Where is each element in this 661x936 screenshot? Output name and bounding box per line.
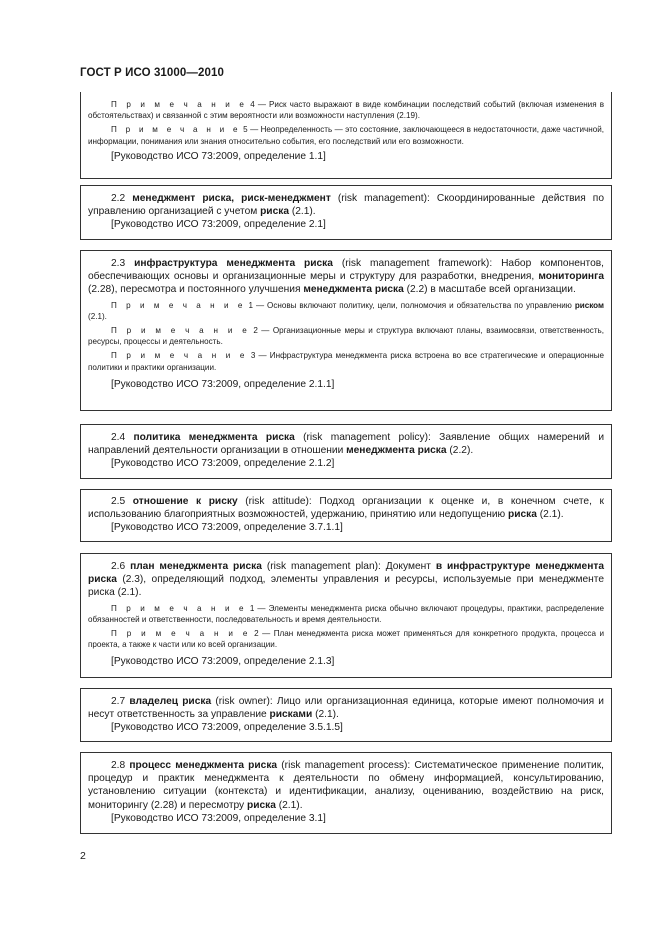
reference: [Руководство ИСО 73:2009, определение 1.1] <box>111 150 326 162</box>
term: инфраструктура менеджмента риска <box>134 258 333 269</box>
reference: [Руководство ИСО 73:2009, определение 2.1.1] <box>111 378 335 390</box>
definition-box-2-7 <box>80 688 612 742</box>
note-2: П р и м е ч а н и е 2 — Организационные меры и структура включают планы, взаимосвязи, ответственность, ресурсы, процессы и деятельность. <box>88 326 604 347</box>
definition-box-2-3 <box>80 250 612 411</box>
definition-text: 2.3 инфраструктура менеджмента риска (risk management framework): Набор компонентов, обеспечивающих основы и организационные меры и структуру для разработки, внедрения, мониторинга (2.28), пересмотра и постоянного улучшения менеджмента риска (2.2) в масштабе всей организации. <box>88 258 604 296</box>
definition-box-2-5 <box>80 489 612 542</box>
reference: [Руководство ИСО 73:2009, определение 2.1.2] <box>111 458 335 470</box>
definition-box-2-6 <box>80 553 612 678</box>
definition-box-2-2 <box>80 185 612 240</box>
note-4: П р и м е ч а н и е 4 — Риск часто выражают в виде комбинации последствий событий (включая изменения в обстоятельствах) и связанной с этим вероятности или возможности наступления (2.19). <box>88 100 604 121</box>
term: менеджмент риска, риск-менеджмент <box>132 193 331 204</box>
reference: [Руководство ИСО 73:2009, определение 3.5.1.5] <box>111 722 343 734</box>
term: процесс менеджмента риска <box>129 760 278 771</box>
term: политика менеджмента риска <box>133 432 295 443</box>
definition-text: 2.4 политика менеджмента риска (risk management policy): Заявление общих намерений и направлений деятельности организации в отношении менеджмента риска (2.2). <box>88 432 605 457</box>
note-3: П р и м е ч а н и е 3 — Инфраструктура менеджмента риска встроена во все стратегические и операционные политики и практики организации. <box>88 351 605 372</box>
document-header: ГОСТ Р ИСО 31000—2010 <box>80 67 225 79</box>
note-5: П р и м е ч а н и е 5 — Неопределенность — это состояние, заключающееся в недостаточности, даже частичной, информации, понимания или знания относительно события, его последствий или его возможности. <box>88 125 604 146</box>
reference: [Руководство ИСО 73:2009, определение 3.7.1.1] <box>111 522 343 534</box>
note-1: П р и м е ч а н и е 1 — Основы включают политику, цели, полномочия и обязательства по управлению риском (2.1). <box>88 300 605 321</box>
definition-text: 2.6 план менеджмента риска (risk management plan): Документ в инфраструктуре менеджмента риска (2.3), определяющий подход, элементы управления и ресурсы, используемые при менеджменте риска (2.1). <box>88 561 604 599</box>
definition-box-2-8 <box>80 752 612 834</box>
definition-box-2-4 <box>80 424 612 479</box>
definition-text: 2.7 владелец риска (risk owner): Лицо или организационная единица, которые имеют полномочия и несут ответственность за управление рисками (2.1). <box>88 696 604 721</box>
definition-text: 2.8 процесс менеджмента риска (risk management process): Систематическое применение политик, процедур и практик менеджмента к деятельности по обмену информацией, консультированию, установлению ситуации (контекста) и идентификации, анализу, оцениванию, воздействию на риск, мониторингу (2.28) и пересмотру риска (2.1). <box>88 760 604 811</box>
reference: [Руководство ИСО 73:2009, определение 2.1] <box>111 219 326 231</box>
definition-text: 2.2 менеджмент риска, риск-менеджмент (risk management): Скоординированные действия по управлению организацией с учетом риска (2.1). <box>88 193 604 218</box>
definition-box-2-1-continued <box>80 92 612 179</box>
reference: [Руководство ИСО 73:2009, определение 3.1] <box>111 812 326 824</box>
reference: [Руководство ИСО 73:2009, определение 2.1.3] <box>111 656 335 668</box>
definition-text: 2.5 отношение к риску (risk attitude): Подход организации к оценке и, в конечном счете, к использованию благоприятных возможностей, удержанию, принятию или недопущению риска (2.1). <box>88 496 605 521</box>
term: отношение к риску <box>132 496 238 507</box>
page-number: 2 <box>80 850 86 862</box>
term: план менеджмента риска <box>130 561 262 572</box>
term: владелец риска <box>129 696 212 707</box>
note-2: П р и м е ч а н и е 2 — План менеджмента риска может применяться для конкретного продукта, процесса и проекта, а также к части или ко всей организации. <box>88 629 605 650</box>
note-1: П р и м е ч а н и е 1 — Элементы менеджмента риска обычно включают процедуры, практики, распределение обязанностей и ответственности, последовательность и время деятельности. <box>88 603 604 624</box>
